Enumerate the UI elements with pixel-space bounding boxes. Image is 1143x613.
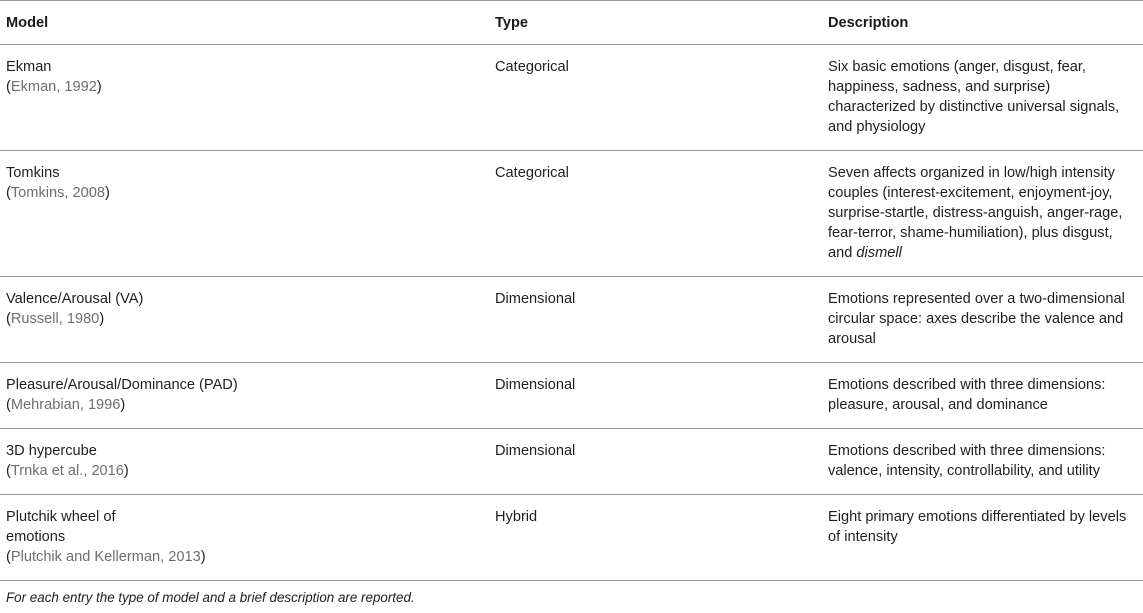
type-cell: Dimensional: [495, 363, 828, 429]
citation: (Tomkins, 2008): [6, 185, 110, 201]
model-name: Pleasure/Arousal/Dominance (PAD): [6, 377, 238, 393]
description-cell: [828, 429, 1143, 495]
description-cell: [828, 45, 1143, 151]
citation-link[interactable]: Ekman, 1992: [10, 79, 97, 95]
description-text: Emotions represented over a two-dimensional circular space: axes describe the valence and arousal: [828, 291, 1125, 347]
citation: (Russell, 1980): [6, 311, 105, 327]
type-cell: Categorical: [495, 151, 828, 277]
type-cell: Dimensional: [495, 277, 828, 363]
description-cell: [828, 151, 1143, 277]
model-name: 3D hypercube: [6, 443, 97, 459]
table-row: [0, 429, 1143, 495]
citation-link[interactable]: Russell, 1980: [10, 311, 100, 327]
model-cell: [0, 277, 495, 363]
model-cell: [0, 45, 495, 151]
header-model: Model: [0, 1, 495, 45]
citation: (Ekman, 1992): [6, 79, 102, 95]
citation: (Mehrabian, 1996): [6, 397, 126, 413]
table-header-row: [0, 1, 1143, 45]
citation-link[interactable]: Mehrabian, 1996: [10, 397, 121, 413]
citation-link[interactable]: Tomkins, 2008: [10, 185, 105, 201]
model-cell: [0, 151, 495, 277]
header-description: Description: [828, 1, 1143, 45]
table-row: [0, 363, 1143, 429]
description-cell: [828, 277, 1143, 363]
description-text: Emotions described with three dimensions: valence, intensity, controllability, and utility: [828, 443, 1106, 479]
model-name: Tomkins: [6, 165, 60, 181]
description-text: Eight primary emotions differentiated by levels of intensity: [828, 509, 1127, 545]
type-cell: Categorical: [495, 45, 828, 151]
citation-link[interactable]: Trnka et al., 2016: [10, 463, 124, 479]
model-cell: [0, 363, 495, 429]
description-cell: [828, 363, 1143, 429]
table-row: [0, 151, 1143, 277]
model-name: Valence/Arousal (VA): [6, 291, 144, 307]
description-cell: [828, 495, 1143, 581]
citation-link[interactable]: Plutchik and Kellerman, 2013: [10, 549, 201, 565]
type-cell: Hybrid: [495, 495, 828, 581]
citation: (Trnka et al., 2016): [6, 463, 129, 479]
model-name: Plutchik wheel of emotions: [6, 509, 116, 545]
header-type: Type: [495, 1, 828, 45]
description-italic-term: dismell: [856, 245, 902, 261]
table-footnote: For each entry the type of model and a brief description are reported.: [6, 590, 415, 605]
description-text: Emotions described with three dimensions: pleasure, arousal, and dominance: [828, 377, 1106, 413]
model-cell: [0, 495, 495, 581]
model-cell: [0, 429, 495, 495]
model-name: Ekman: [6, 59, 52, 75]
description-text: Six basic emotions (anger, disgust, fear, happiness, sadness, and surprise) characterized by distinctive universal signals, and physiology: [828, 59, 1120, 135]
table-row: [0, 277, 1143, 363]
table-row: [0, 45, 1143, 151]
table-row: [0, 495, 1143, 581]
type-cell: Dimensional: [495, 429, 828, 495]
description-text: Seven affects organized in low/high intensity couples (interest-excitement, enjoyment-joy, surprise-startle, distress-anguish, anger-rage, fear-terror, shame-humiliation), plus disgust, and: [828, 165, 1123, 261]
citation: (Plutchik and Kellerman, 2013): [6, 549, 206, 565]
